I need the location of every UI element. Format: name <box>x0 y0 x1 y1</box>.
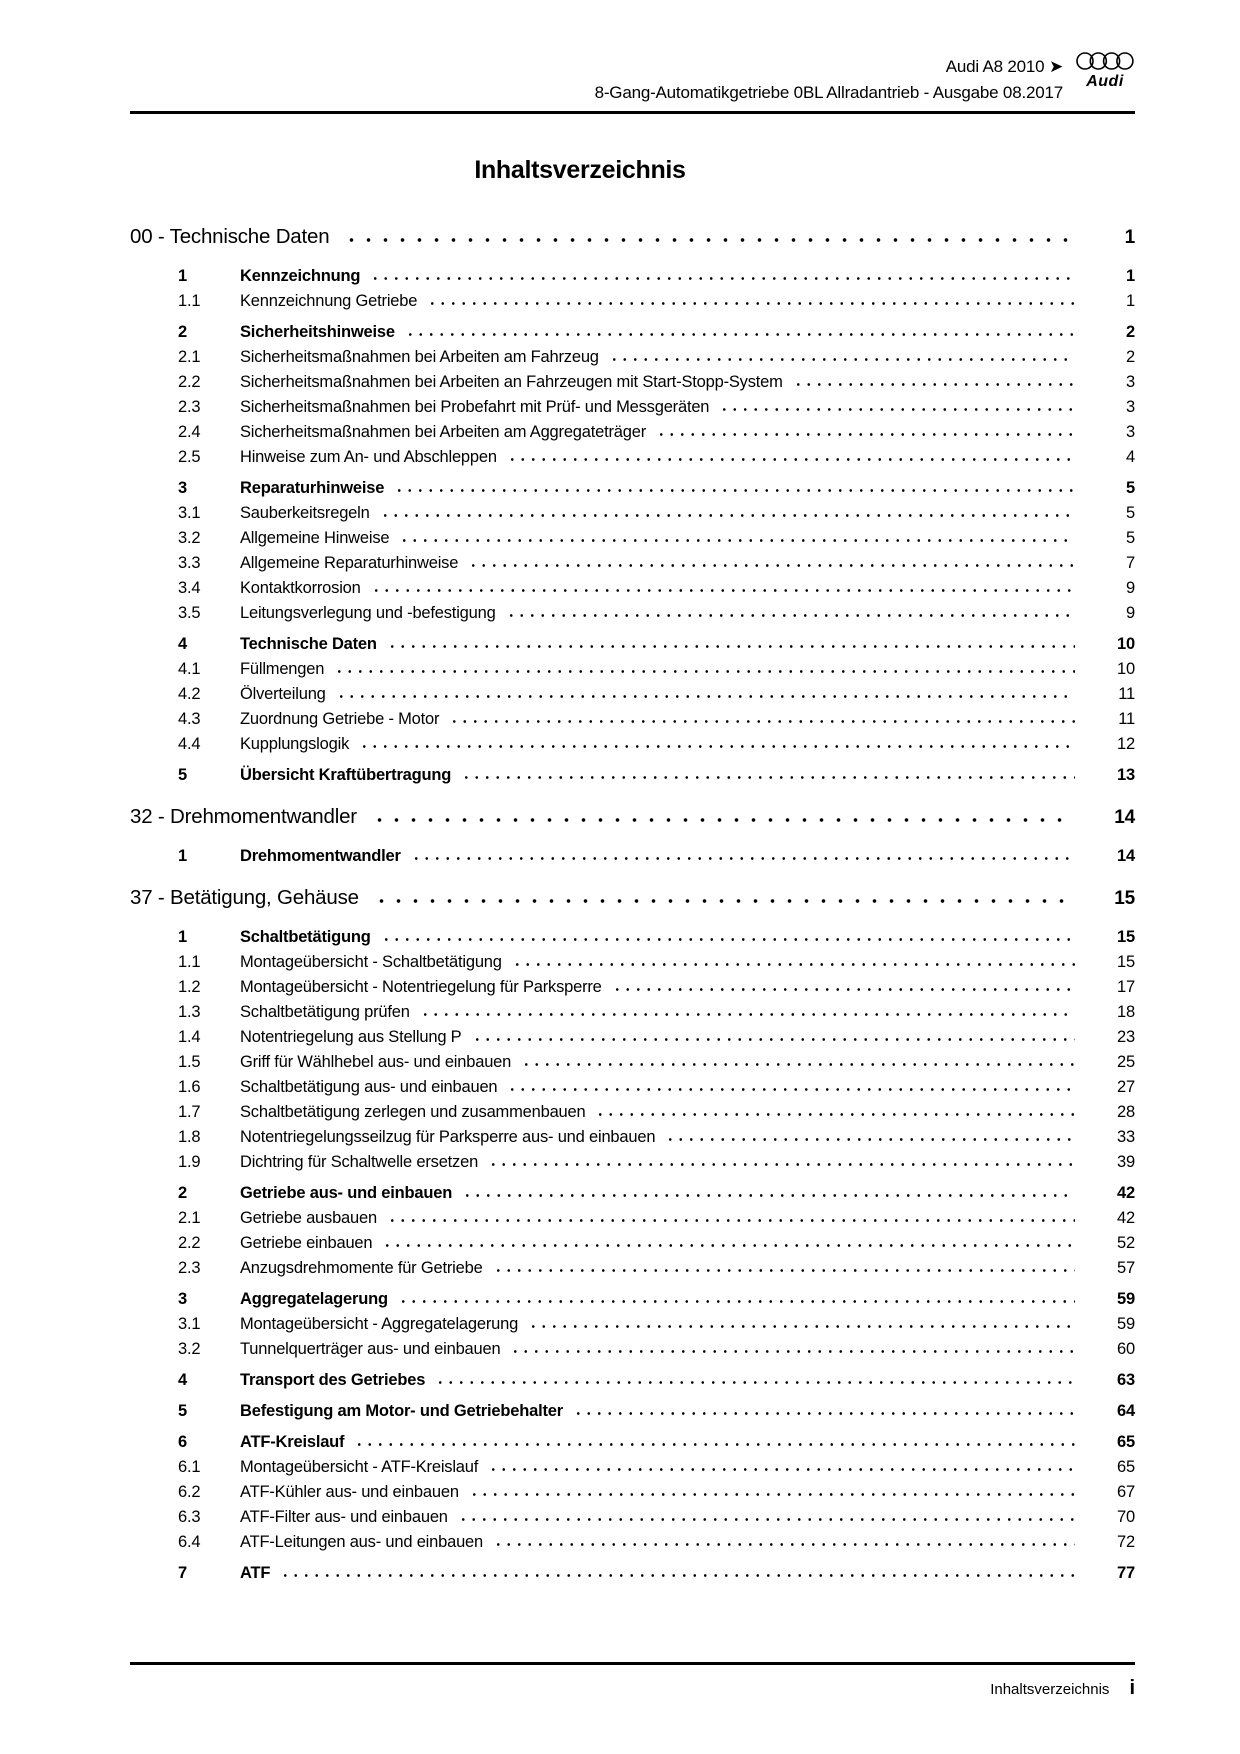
toc-entry-number: 4 <box>178 1371 187 1389</box>
toc-entry-label: Montageübersicht - Notentriegelung für Parksperre <box>240 978 602 996</box>
dot-leader <box>719 407 1075 412</box>
toc-entry-row <box>130 1533 1135 1558</box>
toc-chapter-row <box>130 225 1135 261</box>
toc-entry-label: Kennzeichnung <box>240 267 361 285</box>
dot-leader <box>528 1324 1075 1329</box>
toc-entry-page: 33 <box>1117 1128 1135 1146</box>
toc-entry-number: 1 <box>178 267 187 285</box>
toc-entry-page: 42 <box>1117 1184 1135 1202</box>
toc-entry-row <box>130 1290 1135 1315</box>
toc-entry-label: 37 - Betätigung, Gehäuse <box>130 886 359 909</box>
dot-leader <box>573 1411 1075 1416</box>
toc-entry-label: Füllmengen <box>240 660 325 678</box>
toc-entry-label: Griff für Wählhebel aus- und einbauen <box>240 1053 512 1071</box>
dot-leader <box>359 744 1075 749</box>
toc-entry-page: 77 <box>1117 1564 1135 1582</box>
toc-entry-label: Anzugsdrehmomente für Getriebe <box>240 1259 483 1277</box>
toc-entry-number: 2 <box>178 1184 187 1202</box>
toc-entry-number: 4.4 <box>178 735 201 753</box>
toc-entry-label: Drehmomentwandler <box>240 847 401 865</box>
dot-leader <box>405 332 1075 337</box>
dot-leader <box>371 588 1075 593</box>
dot-leader <box>435 1380 1075 1385</box>
toc-entry-label: Sicherheitsmaßnahmen bei Arbeiten am Fahrzeug <box>240 348 599 366</box>
toc-entry-page: 27 <box>1117 1078 1135 1096</box>
toc-entry-number: 1.9 <box>178 1153 201 1171</box>
toc-entry-row <box>130 554 1135 579</box>
toc-entry-page: 39 <box>1117 1153 1135 1171</box>
toc-entry-row <box>130 847 1135 872</box>
toc-entry-label: ATF <box>240 1564 271 1582</box>
toc-entry-number: 1.1 <box>178 953 201 971</box>
toc-entry-number: 3.1 <box>178 1315 201 1333</box>
dot-leader <box>343 237 1073 243</box>
dot-leader <box>381 937 1075 942</box>
toc-entry-label: ATF-Kühler aus- und einbauen <box>240 1483 459 1501</box>
dot-leader <box>420 1012 1075 1017</box>
toc-entry-row <box>130 292 1135 317</box>
toc-entry-row <box>130 735 1135 760</box>
toc-entry-label: ATF-Filter aus- und einbauen <box>240 1508 448 1526</box>
toc-entry-page: 14 <box>1117 847 1135 865</box>
toc-entry-number: 1.3 <box>178 1003 201 1021</box>
footer-label: Inhaltsverzeichnis <box>990 1681 1110 1698</box>
toc-entry-label: Montageübersicht - Aggregatelagerung <box>240 1315 519 1333</box>
toc-entry-label: Schaltbetätigung aus- und einbauen <box>240 1078 498 1096</box>
toc-entry-page: 59 <box>1117 1290 1135 1308</box>
toc-entry-number: 7 <box>178 1564 187 1582</box>
toc-entry-row <box>130 635 1135 660</box>
toc-entry-number: 1.6 <box>178 1078 201 1096</box>
toc-entry-page: 1 <box>1124 227 1135 248</box>
toc-entry-row <box>130 710 1135 735</box>
toc-entry-number: 6.4 <box>178 1533 201 1551</box>
dot-leader <box>398 1299 1075 1304</box>
toc-entry-label: Schaltbetätigung prüfen <box>240 1003 410 1021</box>
dot-leader <box>382 1243 1075 1248</box>
toc-chapter-row <box>130 805 1135 841</box>
toc-entry-number: 6 <box>178 1433 187 1451</box>
toc-entry-page: 18 <box>1117 1003 1135 1021</box>
toc-entry-page: 15 <box>1117 953 1135 971</box>
toc-entry-page: 67 <box>1117 1483 1135 1501</box>
toc-entry-number: 4 <box>178 635 187 653</box>
dot-leader <box>472 1037 1076 1042</box>
toc-entry-row <box>130 1402 1135 1427</box>
audi-wordmark: Audi <box>1086 73 1124 90</box>
toc-entry-page: 5 <box>1126 529 1135 547</box>
toc-entry-page: 72 <box>1117 1533 1135 1551</box>
toc-entry-label: Hinweise zum An- und Abschleppen <box>240 448 497 466</box>
toc-entry-label: Getriebe ausbauen <box>240 1209 377 1227</box>
toc-entry-page: 23 <box>1117 1028 1135 1046</box>
toc-entry-label: Technische Daten <box>240 635 377 653</box>
toc-entry-row <box>130 373 1135 398</box>
toc-entry-page: 3 <box>1126 423 1135 441</box>
toc-entry-number: 1.1 <box>178 292 201 310</box>
toc-entry-row <box>130 267 1135 292</box>
dot-leader <box>427 301 1075 306</box>
toc-entry-row <box>130 1028 1135 1053</box>
toc-entry-row <box>130 766 1135 791</box>
toc-entry-number: 1 <box>178 847 187 865</box>
dot-leader <box>793 382 1075 387</box>
toc-entry-label: Notentriegelung aus Stellung P <box>240 1028 462 1046</box>
toc-entry-number: 6.2 <box>178 1483 201 1501</box>
toc-entry-row <box>130 1078 1135 1103</box>
toc-entry-row <box>130 685 1135 710</box>
toc-entry-number: 3.1 <box>178 504 201 522</box>
dot-leader <box>612 987 1075 992</box>
toc-entry-label: Ölverteilung <box>240 685 326 703</box>
toc-entry-row <box>130 1371 1135 1396</box>
toc-entry-page: 4 <box>1126 448 1135 466</box>
toc-entry-row <box>130 1508 1135 1533</box>
toc-entry-number: 1.4 <box>178 1028 201 1046</box>
dot-leader <box>387 644 1075 649</box>
toc-entry-label: Reparaturhinweise <box>240 479 385 497</box>
toc-entry-page: 3 <box>1126 373 1135 391</box>
toc-entry-number: 1.2 <box>178 978 201 996</box>
toc-entry-row <box>130 1128 1135 1153</box>
toc-entry-page: 60 <box>1117 1340 1135 1358</box>
toc-entry-page: 52 <box>1117 1234 1135 1252</box>
toc-entry-page: 5 <box>1126 504 1135 522</box>
dot-leader <box>469 1492 1075 1497</box>
dot-leader <box>510 1349 1075 1354</box>
toc-entry-number: 3.4 <box>178 579 201 597</box>
dot-leader <box>462 1193 1075 1198</box>
toc-entry-number: 2.2 <box>178 1234 201 1252</box>
toc-entry-page: 1 <box>1126 267 1135 285</box>
toc-entry-number: 6.1 <box>178 1458 201 1476</box>
toc-entry-row <box>130 1315 1135 1340</box>
toc-entry-label: Leitungsverlegung und -befestigung <box>240 604 496 622</box>
toc-entry-page: 14 <box>1114 807 1135 828</box>
toc-entry-row <box>130 1433 1135 1458</box>
toc-entry-row <box>130 323 1135 348</box>
dot-leader <box>373 898 1073 904</box>
audi-rings-icon <box>1076 50 1134 72</box>
manual-page <box>130 0 1135 1589</box>
toc-entry-row <box>130 579 1135 604</box>
toc-entry-label: Getriebe aus- und einbauen <box>240 1184 453 1202</box>
toc-entry-label: Schaltbetätigung <box>240 928 371 946</box>
dot-leader <box>380 513 1075 518</box>
toc-entry-row <box>130 479 1135 504</box>
toc-entry-row <box>130 1234 1135 1259</box>
toc-entry-label: Aggregatelagerung <box>240 1290 388 1308</box>
toc-entry-label: Notentriegelungsseilzug für Parksperre aus- und einbauen <box>240 1128 656 1146</box>
toc-entry-number: 5 <box>178 1402 187 1420</box>
toc-entry-number: 2.3 <box>178 1259 201 1277</box>
toc-entry-number: 5 <box>178 766 187 784</box>
toc-entry-page: 17 <box>1117 978 1135 996</box>
header-divider <box>130 111 1135 114</box>
dot-leader <box>336 694 1075 699</box>
toc-entry-number: 3.2 <box>178 529 201 547</box>
toc-entry-page: 65 <box>1117 1433 1135 1451</box>
toc-entry-row <box>130 978 1135 1003</box>
toc-entry-row <box>130 448 1135 473</box>
toc-entry-page: 59 <box>1117 1315 1135 1333</box>
toc-entry-row <box>130 604 1135 629</box>
toc-entry-row <box>130 398 1135 423</box>
toc-entry-number: 2.3 <box>178 398 201 416</box>
toc-entry-label: Kennzeichnung Getriebe <box>240 292 418 310</box>
toc-entry-page: 9 <box>1126 579 1135 597</box>
toc-entry-row <box>130 504 1135 529</box>
toc-entry-number: 2 <box>178 323 187 341</box>
toc-entry-page: 65 <box>1117 1458 1135 1476</box>
toc-entry-page: 7 <box>1126 554 1135 572</box>
dot-leader <box>458 1517 1075 1522</box>
dot-leader <box>507 457 1075 462</box>
toc-entry-row <box>130 1003 1135 1028</box>
toc-entry-label: Sicherheitsmaßnahmen bei Probefahrt mit Prüf- und Messgeräten <box>240 398 710 416</box>
toc-entry-row <box>130 1053 1135 1078</box>
toc-entry-row <box>130 529 1135 554</box>
toc-entry-label: Montageübersicht - ATF-Kreislauf <box>240 1458 479 1476</box>
toc-entry-row <box>130 1340 1135 1365</box>
toc-entry-page: 2 <box>1126 323 1135 341</box>
dot-leader <box>354 1442 1075 1447</box>
page-header <box>130 0 1135 114</box>
toc-entry-number: 2.1 <box>178 348 201 366</box>
toc-entry-row <box>130 423 1135 448</box>
toc-entry-number: 3 <box>178 479 187 497</box>
dot-leader <box>665 1137 1075 1142</box>
toc-entry-label: Allgemeine Hinweise <box>240 529 390 547</box>
toc-entry-row <box>130 928 1135 953</box>
toc-entry-row <box>130 348 1135 373</box>
toc-entry-label: Sicherheitshinweise <box>240 323 395 341</box>
toc-entry-row <box>130 1184 1135 1209</box>
toc-entry-page: 15 <box>1114 888 1135 909</box>
toc-entry-page: 10 <box>1117 660 1135 678</box>
toc-entry-page: 57 <box>1117 1259 1135 1277</box>
toc-entry-label: Befestigung am Motor- und Getriebehalter <box>240 1402 563 1420</box>
toc-entry-page: 10 <box>1117 635 1135 653</box>
toc-entry-page: 28 <box>1117 1103 1135 1121</box>
toc-entry-page: 70 <box>1117 1508 1135 1526</box>
toc-entry-row <box>130 1153 1135 1178</box>
toc-entry-label: ATF-Kreislauf <box>240 1433 345 1451</box>
dot-leader <box>399 538 1075 543</box>
toc-entry-number: 3.5 <box>178 604 201 622</box>
toc-entry-number: 2.1 <box>178 1209 201 1227</box>
toc-entry-row <box>130 1259 1135 1284</box>
toc-entry-number: 2.4 <box>178 423 201 441</box>
toc-entry-page: 64 <box>1117 1402 1135 1420</box>
dot-leader <box>449 719 1075 724</box>
toc-entry-page: 3 <box>1126 398 1135 416</box>
toc-entry-number: 2.2 <box>178 373 201 391</box>
dot-leader <box>512 962 1075 967</box>
toc-entry-label: Sicherheitsmaßnahmen bei Arbeiten am Aggregateträger <box>240 423 647 441</box>
toc-entry-number: 3 <box>178 1290 187 1308</box>
toc-entry-label: ATF-Leitungen aus- und einbauen <box>240 1533 484 1551</box>
toc-entry-page: 42 <box>1117 1209 1135 1227</box>
dot-leader <box>371 817 1073 823</box>
dot-leader <box>461 775 1075 780</box>
dot-leader <box>411 856 1075 861</box>
audi-logo <box>1075 50 1135 91</box>
toc-entry-number: 2.5 <box>178 448 201 466</box>
dot-leader <box>506 613 1075 618</box>
toc-entry-label: Kontaktkorrosion <box>240 579 361 597</box>
toc-entry-label: Allgemeine Reparaturhinweise <box>240 554 459 572</box>
toc-entry-label: Dichtring für Schaltwelle ersetzen <box>240 1153 479 1171</box>
dot-leader <box>394 488 1075 493</box>
toc-entry-page: 25 <box>1117 1053 1135 1071</box>
toc-entry-number: 1 <box>178 928 187 946</box>
toc-entry-row <box>130 1458 1135 1483</box>
toc-entry-label: Getriebe einbauen <box>240 1234 373 1252</box>
dot-leader <box>488 1162 1075 1167</box>
toc-entry-page: 12 <box>1117 735 1135 753</box>
toc-entry-number: 4.3 <box>178 710 201 728</box>
toc-entry-label: Übersicht Kraftübertragung <box>240 766 452 784</box>
toc-entry-page: 63 <box>1117 1371 1135 1389</box>
toc-entry-label: Sicherheitsmaßnahmen bei Arbeiten an Fahrzeugen mit Start-Stopp-System <box>240 373 783 391</box>
dot-leader <box>656 432 1075 437</box>
toc-entry-page: 11 <box>1118 685 1135 703</box>
toc-entry-number: 4.2 <box>178 685 201 703</box>
dot-leader <box>609 357 1075 362</box>
toc-entry-number: 3.3 <box>178 554 201 572</box>
footer-page-number: i <box>1129 1677 1135 1699</box>
toc-entry-page: 2 <box>1126 348 1135 366</box>
toc-chapter-row <box>130 886 1135 922</box>
dot-leader <box>488 1467 1075 1472</box>
toc-entry-number: 4.1 <box>178 660 201 678</box>
toc-entry-number: 3.2 <box>178 1340 201 1358</box>
toc-entry-row <box>130 953 1135 978</box>
toc-entry-page: 1 <box>1126 292 1135 310</box>
header-subtitle: 8-Gang-Automatikgetriebe 0BL Allradantrieb - Ausgabe 08.2017 <box>594 83 1063 102</box>
toc-entry-label: Montageübersicht - Schaltbetätigung <box>240 953 502 971</box>
dot-leader <box>468 563 1075 568</box>
toc-entry-label: 32 - Drehmomentwandler <box>130 805 357 828</box>
header-model-line: Audi A8 2010 ➤ <box>945 57 1063 76</box>
toc-entry-page: 13 <box>1117 766 1135 784</box>
dot-leader <box>521 1062 1075 1067</box>
toc-list <box>130 225 1135 1589</box>
toc-entry-label: Kupplungslogik <box>240 735 350 753</box>
dot-leader <box>370 276 1075 281</box>
toc-entry-label: Transport des Getriebes <box>240 1371 426 1389</box>
header-text <box>130 54 1135 106</box>
toc-entry-page: 9 <box>1126 604 1135 622</box>
toc-entry-label: Sauberkeitsregeln <box>240 504 370 522</box>
toc-entry-number: 1.8 <box>178 1128 201 1146</box>
page-title: Inhaltsverzeichnis <box>474 156 686 184</box>
toc-entry-number: 1.5 <box>178 1053 201 1071</box>
toc-entry-row <box>130 1209 1135 1234</box>
toc-entry-label: 00 - Technische Daten <box>130 225 330 248</box>
toc-entry-page: 15 <box>1117 928 1135 946</box>
toc-entry-row <box>130 1103 1135 1128</box>
toc-entry-page: 5 <box>1126 479 1135 497</box>
dot-leader <box>493 1268 1075 1273</box>
toc-entry-row <box>130 1564 1135 1589</box>
page-footer <box>130 1662 1135 1700</box>
dot-leader <box>595 1112 1075 1117</box>
dot-leader <box>507 1087 1075 1092</box>
dot-leader <box>493 1542 1075 1547</box>
toc-entry-number: 6.3 <box>178 1508 201 1526</box>
toc-entry-number: 1.7 <box>178 1103 201 1121</box>
toc-entry-page: 11 <box>1118 710 1135 728</box>
dot-leader <box>387 1218 1075 1223</box>
toc-entry-label: Zuordnung Getriebe - Motor <box>240 710 440 728</box>
toc-entry-row <box>130 1483 1135 1508</box>
toc-entry-label: Tunnelquerträger aus- und einbauen <box>240 1340 501 1358</box>
toc-entry-row <box>130 660 1135 685</box>
dot-leader <box>334 669 1075 674</box>
toc-entry-label: Schaltbetätigung zerlegen und zusammenbauen <box>240 1103 586 1121</box>
dot-leader <box>280 1573 1075 1578</box>
